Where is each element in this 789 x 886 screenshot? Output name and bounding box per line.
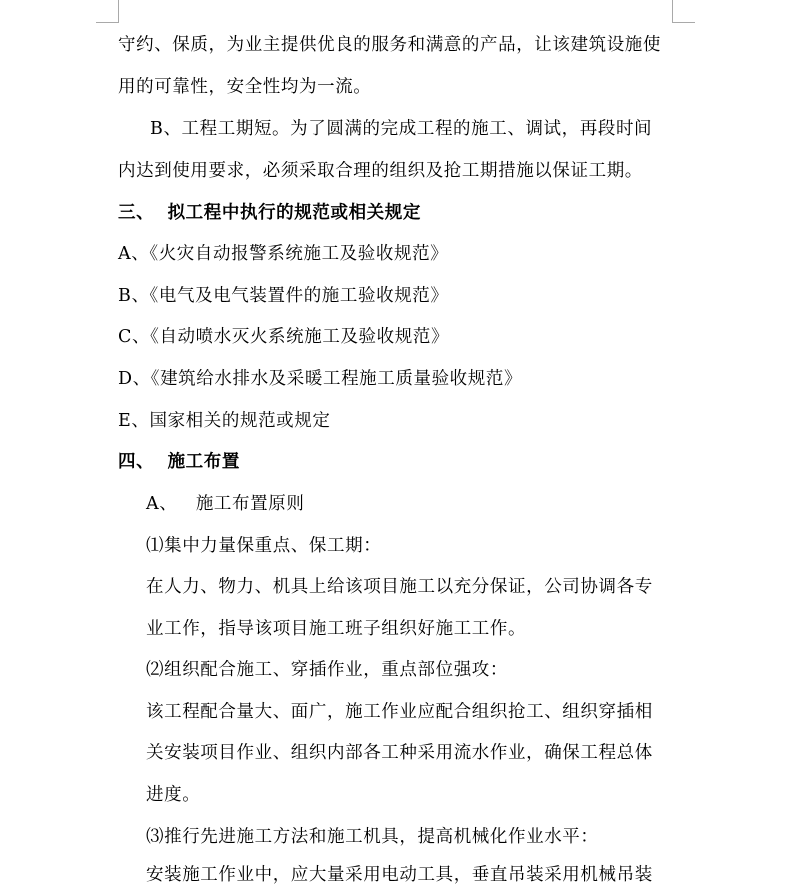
crop-mark-top-right — [672, 0, 695, 23]
numbered-item: ⑶推行先进施工方法和施工机具，提高机械化作业水平： — [146, 827, 599, 847]
paragraph-line: 内达到使用要求，必须采取合理的组织及抢工期措施以保证工期。 — [118, 161, 643, 181]
paragraph-line: 安装施工作业中，应大量采用电动工具，垂直吊装采用机械吊装 — [146, 865, 653, 885]
list-item: A、《火灾自动报警系统施工及验收规范》 — [118, 244, 449, 264]
paragraph-line: 在人力、物力、机具上给该项目施工以充分保证，公司协调各专 — [146, 577, 653, 597]
list-item: B、《电气及电气装置件的施工验收规范》 — [118, 286, 449, 306]
paragraph-line: 关安装项目作业、组织内部各工种采用流水作业，确保工程总体 — [146, 743, 653, 763]
paragraph-line: 用的可靠性，安全性均为一流。 — [118, 77, 372, 97]
list-item: C、《自动喷水灭火系统施工及验收规范》 — [118, 327, 450, 347]
section-heading: 三、 拟工程中执行的规范或相关规定 — [118, 203, 421, 223]
paragraph-line: 业工作，指导该项目施工班子组织好施工工作。 — [146, 619, 527, 639]
numbered-item: ⑵组织配合施工、穿插作业，重点部位强攻： — [146, 660, 508, 680]
paragraph-line: 守约、保质，为业主提供优良的服务和满意的产品，让该建筑设施使 — [118, 35, 661, 55]
list-item: E、国家相关的规范或规定 — [118, 411, 331, 431]
subsection-heading: A、 施工布置原则 — [146, 494, 305, 514]
section-heading: 四、 施工布置 — [118, 452, 240, 472]
paragraph-line: B、工程工期短。为了圆满的完成工程的施工、调试，再段时间 — [150, 119, 653, 139]
paragraph-line: 该工程配合量大、面广，施工作业应配合组织抢工、组织穿插相 — [146, 702, 653, 722]
numbered-item: ⑴集中力量保重点、保工期： — [146, 536, 382, 556]
list-item: D、《建筑给水排水及采暖工程施工质量验收规范》 — [118, 369, 523, 389]
paragraph-line: 进度。 — [146, 785, 201, 805]
crop-mark-top-left — [96, 0, 119, 23]
